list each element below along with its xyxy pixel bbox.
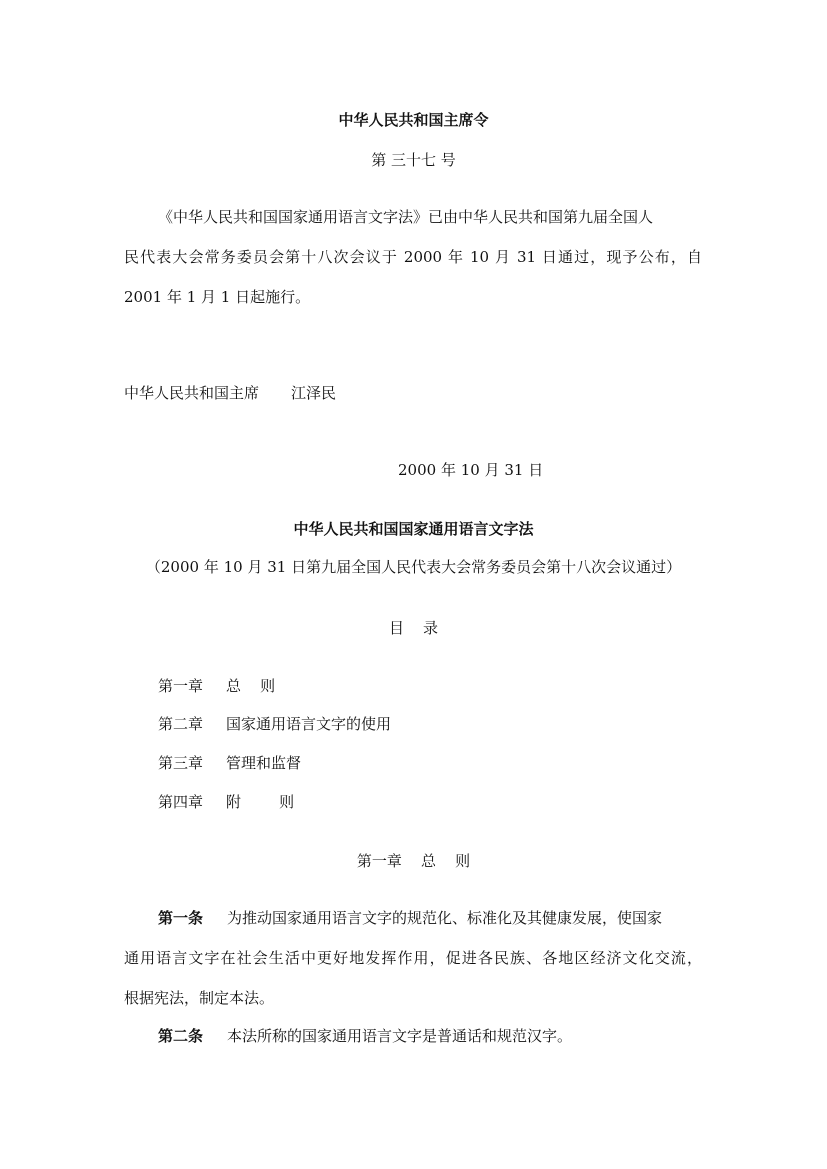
article-2-label: 第二条 xyxy=(158,1027,204,1045)
toc-item-4-name: 附 则 xyxy=(226,793,295,811)
signature-name: 江泽民 xyxy=(291,384,337,402)
decree-body-line-1: 《中华人民共和国国家通用语言文字法》已由中华人民共和国第九届全国人 xyxy=(158,208,654,226)
law-adoption-note: （2000 年 10 月 31 日第九届全国人民代表大会常务委员会第十八次会议通过） xyxy=(145,558,682,576)
toc-heading: 目 录 xyxy=(388,619,439,637)
signature-title: 中华人民共和国主席 xyxy=(124,384,260,402)
article-2-text: 本法所称的国家通用语言文字是普通话和规范汉字。 xyxy=(227,1027,573,1045)
toc-item-2-name: 国家通用语言文字的使用 xyxy=(226,715,392,733)
decree-body-line-2: 民代表大会常务委员会第十八次会议于 2000 年 10 月 31 日通过，现予公布，自 xyxy=(124,248,702,266)
toc-item-3-chapter: 第三章 xyxy=(158,754,204,772)
article-1-label: 第一条 xyxy=(158,909,204,927)
toc-item-3-name: 管理和监督 xyxy=(226,754,302,772)
toc-item-1-chapter: 第一章 xyxy=(158,677,204,695)
decree-number: 第 三十七 号 xyxy=(371,151,456,169)
toc-item-4-chapter: 第四章 xyxy=(158,793,204,811)
decree-date: 2000 年 10 月 31 日 xyxy=(398,461,544,479)
decree-body-line-3: 2001 年 1 月 1 日起施行。 xyxy=(124,288,311,306)
toc-item-1-name: 总 则 xyxy=(226,677,276,695)
law-title: 中华人民共和国国家通用语言文字法 xyxy=(293,520,534,538)
decree-title: 中华人民共和国主席令 xyxy=(338,111,489,129)
article-1-text-third: 根据宪法，制定本法。 xyxy=(124,989,275,1007)
article-1-text-first: 为推动国家通用语言文字的规范化、标准化及其健康发展，使国家 xyxy=(227,909,663,927)
article-1-text-second: 通用语言文字在社会生活中更好地发挥作用，促进各民族、各地区经济文化交流， xyxy=(124,949,702,967)
toc-item-2-chapter: 第二章 xyxy=(158,715,204,733)
chapter-1-heading: 第一章 总 则 xyxy=(356,852,471,870)
